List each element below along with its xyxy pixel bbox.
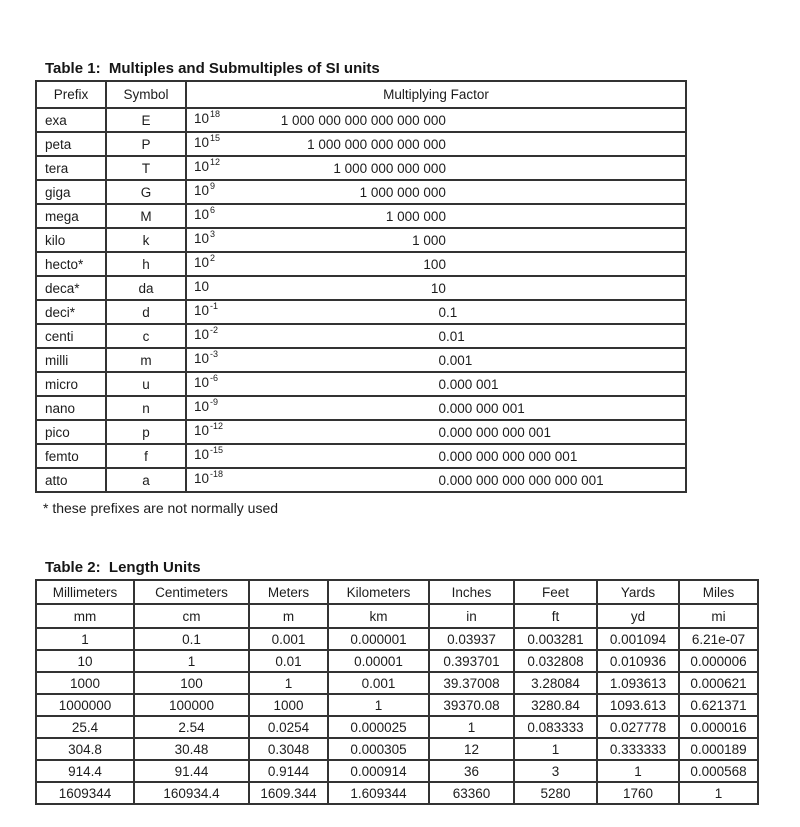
length-value-cell: 3 <box>514 760 597 782</box>
si-prefix-row <box>36 180 686 204</box>
prefix-cell: milli <box>36 348 106 372</box>
factor-integer-part: 0 <box>438 328 446 344</box>
unit-name-header: Inches <box>429 580 514 604</box>
factor-cell <box>186 204 686 228</box>
power-base: 10 <box>194 471 210 486</box>
length-value-cell: 39370.08 <box>429 694 514 716</box>
factor-expanded <box>187 401 685 416</box>
length-value-cell: 1000 <box>249 694 328 716</box>
unit-symbol-header: ft <box>514 604 597 628</box>
length-value-cell: 1.093613 <box>597 672 679 694</box>
power-of-ten <box>194 372 219 390</box>
length-value-cell: 12 <box>429 738 514 760</box>
length-value-cell: 1609344 <box>36 782 134 804</box>
prefix-cell: deca* <box>36 276 106 300</box>
length-units-row <box>36 672 758 694</box>
length-units-row <box>36 760 758 782</box>
power-exponent: 18 <box>210 108 221 119</box>
length-value-cell: 1 <box>249 672 328 694</box>
power-base: 10 <box>194 159 210 174</box>
power-base: 10 <box>194 111 210 126</box>
factor-fraction-part: .000 000 000 000 000 001 <box>445 472 604 488</box>
factor-cell <box>186 276 686 300</box>
factor-cell <box>186 300 686 324</box>
length-value-cell: 0.083333 <box>514 716 597 738</box>
symbol-cell: c <box>106 324 186 348</box>
prefix-cell: micro <box>36 372 106 396</box>
length-value-cell: 1000000 <box>36 694 134 716</box>
factor-fraction-part: .01 <box>445 328 465 344</box>
power-base: 10 <box>194 135 210 150</box>
factor-integer-part: 1 000 000 000 000 000 000 <box>280 112 446 128</box>
factor-cell <box>186 372 686 396</box>
length-units-table <box>35 579 759 805</box>
factor-integer-part: 1 000 000 000 <box>359 184 446 200</box>
power-of-ten <box>194 348 219 366</box>
length-value-cell: 160934.4 <box>134 782 249 804</box>
symbol-cell: G <box>106 180 186 204</box>
factor-fraction-part: .1 <box>445 304 458 320</box>
si-prefixes-table <box>35 80 687 493</box>
length-value-cell: 0.03937 <box>429 628 514 650</box>
prefix-cell: deci* <box>36 300 106 324</box>
length-value-cell: 0.3048 <box>249 738 328 760</box>
table1-header-row <box>36 81 686 108</box>
si-prefix-row <box>36 372 686 396</box>
length-value-cell: 0.003281 <box>514 628 597 650</box>
length-value-cell: 39.37008 <box>429 672 514 694</box>
factor-cell <box>186 348 686 372</box>
length-value-cell: 0.1 <box>134 628 249 650</box>
si-prefix-row <box>36 276 686 300</box>
symbol-cell: da <box>106 276 186 300</box>
prefix-cell: hecto* <box>36 252 106 276</box>
unit-symbol-header: mm <box>36 604 134 628</box>
length-value-cell: 0.000621 <box>679 672 758 694</box>
factor-expanded <box>187 233 685 248</box>
si-prefix-row <box>36 348 686 372</box>
unit-symbol-header: mi <box>679 604 758 628</box>
power-of-ten <box>194 180 216 198</box>
power-of-ten <box>194 228 216 246</box>
length-value-cell: 0.000189 <box>679 738 758 760</box>
length-value-cell: 0.01 <box>249 650 328 672</box>
length-value-cell: 0.010936 <box>597 650 679 672</box>
length-units-row <box>36 782 758 804</box>
unit-name-header: Kilometers <box>328 580 429 604</box>
length-value-cell: 1 <box>328 694 429 716</box>
symbol-cell: a <box>106 468 186 492</box>
power-exponent: 6 <box>210 204 216 215</box>
power-base: 10 <box>194 255 210 270</box>
factor-cell <box>186 396 686 420</box>
factor-expanded <box>187 257 685 272</box>
length-value-cell: 0.000016 <box>679 716 758 738</box>
prefix-cell: centi <box>36 324 106 348</box>
factor-fraction-part: .000 000 001 <box>445 400 525 416</box>
prefix-cell: giga <box>36 180 106 204</box>
length-value-cell: 36 <box>429 760 514 782</box>
factor-cell <box>186 180 686 204</box>
length-value-cell: 1609.344 <box>249 782 328 804</box>
power-base: 10 <box>194 231 210 246</box>
power-base: 10 <box>194 207 210 222</box>
si-prefix-row <box>36 108 686 132</box>
si-prefix-row <box>36 444 686 468</box>
length-value-cell: 0.027778 <box>597 716 679 738</box>
length-value-cell: 0.001 <box>328 672 429 694</box>
length-value-cell: 3.28084 <box>514 672 597 694</box>
length-value-cell: 0.000006 <box>679 650 758 672</box>
factor-integer-part: 1 000 000 000 000 000 <box>307 136 446 152</box>
factor-cell <box>186 420 686 444</box>
power-base: 10 <box>194 375 210 390</box>
length-value-cell: 1 <box>429 716 514 738</box>
si-prefix-row <box>36 396 686 420</box>
unit-symbol-header: cm <box>134 604 249 628</box>
factor-expanded <box>187 473 685 488</box>
power-of-ten <box>194 444 224 462</box>
power-of-ten <box>194 204 216 222</box>
factor-integer-part: 0 <box>438 352 446 368</box>
power-exponent: -18 <box>210 468 224 479</box>
length-value-cell: 0.00001 <box>328 650 429 672</box>
symbol-cell: n <box>106 396 186 420</box>
factor-integer-part: 0 <box>438 304 446 320</box>
length-value-cell: 100000 <box>134 694 249 716</box>
power-of-ten <box>194 300 219 318</box>
table1-header-factor: Multiplying Factor <box>186 81 686 108</box>
length-value-cell: 1 <box>679 782 758 804</box>
power-base: 10 <box>194 279 210 294</box>
length-value-cell: 5280 <box>514 782 597 804</box>
factor-expanded <box>187 377 685 392</box>
power-exponent: -12 <box>210 420 224 431</box>
symbol-cell: f <box>106 444 186 468</box>
power-exponent: -6 <box>210 372 219 383</box>
length-value-cell: 0.032808 <box>514 650 597 672</box>
factor-integer-part: 10 <box>430 280 446 296</box>
length-value-cell: 1 <box>514 738 597 760</box>
length-value-cell: 1093.613 <box>597 694 679 716</box>
factor-cell <box>186 468 686 492</box>
table1-header-prefix: Prefix <box>36 81 106 108</box>
power-of-ten <box>194 420 224 438</box>
power-exponent: -15 <box>210 444 224 455</box>
power-of-ten <box>194 108 221 126</box>
length-value-cell: 304.8 <box>36 738 134 760</box>
prefix-cell: tera <box>36 156 106 180</box>
length-value-cell: 0.001 <box>249 628 328 650</box>
power-exponent: 3 <box>210 228 216 239</box>
factor-fraction-part: .001 <box>445 352 473 368</box>
power-of-ten <box>194 279 209 294</box>
factor-cell <box>186 252 686 276</box>
factor-expanded <box>187 425 685 440</box>
length-units-row <box>36 738 758 760</box>
power-of-ten <box>194 156 221 174</box>
symbol-cell: k <box>106 228 186 252</box>
length-value-cell: 0.000025 <box>328 716 429 738</box>
factor-expanded <box>187 281 685 296</box>
factor-cell <box>186 156 686 180</box>
factor-expanded <box>187 113 685 128</box>
prefix-cell: kilo <box>36 228 106 252</box>
length-value-cell: 1.609344 <box>328 782 429 804</box>
factor-expanded <box>187 209 685 224</box>
length-value-cell: 91.44 <box>134 760 249 782</box>
factor-integer-part: 0 <box>438 424 446 440</box>
factor-cell <box>186 444 686 468</box>
power-exponent: -1 <box>210 300 219 311</box>
power-of-ten <box>194 468 224 486</box>
length-value-cell: 10 <box>36 650 134 672</box>
prefix-cell: exa <box>36 108 106 132</box>
length-units-row <box>36 628 758 650</box>
symbol-cell: h <box>106 252 186 276</box>
symbol-cell: u <box>106 372 186 396</box>
unit-symbol-header: km <box>328 604 429 628</box>
length-value-cell: 0.000305 <box>328 738 429 760</box>
length-value-cell: 25.4 <box>36 716 134 738</box>
power-base: 10 <box>194 447 210 462</box>
length-value-cell: 0.621371 <box>679 694 758 716</box>
prefix-cell: pico <box>36 420 106 444</box>
power-exponent: 12 <box>210 156 221 167</box>
si-prefix-row <box>36 468 686 492</box>
factor-integer-part: 1 000 <box>412 232 446 248</box>
power-of-ten <box>194 132 221 150</box>
si-prefix-row <box>36 204 686 228</box>
factor-expanded <box>187 305 685 320</box>
unit-name-header: Yards <box>597 580 679 604</box>
unit-name-header: Feet <box>514 580 597 604</box>
prefix-cell: peta <box>36 132 106 156</box>
length-value-cell: 1 <box>134 650 249 672</box>
power-base: 10 <box>194 303 210 318</box>
power-of-ten <box>194 396 219 414</box>
prefix-cell: mega <box>36 204 106 228</box>
unit-name-header: Miles <box>679 580 758 604</box>
length-value-cell: 1760 <box>597 782 679 804</box>
si-prefix-row <box>36 252 686 276</box>
factor-cell <box>186 228 686 252</box>
symbol-cell: T <box>106 156 186 180</box>
power-base: 10 <box>194 183 210 198</box>
length-units-row <box>36 716 758 738</box>
power-base: 10 <box>194 351 210 366</box>
length-value-cell: 0.000568 <box>679 760 758 782</box>
length-value-cell: 0.001094 <box>597 628 679 650</box>
power-exponent: 15 <box>210 132 221 143</box>
factor-fraction-part: .000 000 000 000 001 <box>445 448 578 464</box>
factor-cell <box>186 324 686 348</box>
si-prefix-row <box>36 300 686 324</box>
length-value-cell: 0.393701 <box>429 650 514 672</box>
symbol-cell: m <box>106 348 186 372</box>
length-value-cell: 0.000001 <box>328 628 429 650</box>
symbol-cell: P <box>106 132 186 156</box>
symbol-cell: E <box>106 108 186 132</box>
length-value-cell: 1000 <box>36 672 134 694</box>
factor-expanded <box>187 353 685 368</box>
length-value-cell: 0.0254 <box>249 716 328 738</box>
unit-symbol-header: m <box>249 604 328 628</box>
length-value-cell: 914.4 <box>36 760 134 782</box>
length-value-cell: 0.333333 <box>597 738 679 760</box>
factor-fraction-part: .000 001 <box>445 376 499 392</box>
symbol-cell: p <box>106 420 186 444</box>
factor-integer-part: 0 <box>438 448 446 464</box>
length-value-cell: 100 <box>134 672 249 694</box>
factor-cell <box>186 108 686 132</box>
table2-unit-symbols-row <box>36 604 758 628</box>
length-value-cell: 0.000914 <box>328 760 429 782</box>
length-value-cell: 0.9144 <box>249 760 328 782</box>
factor-fraction-part: .000 000 000 001 <box>445 424 552 440</box>
factor-integer-part: 1 000 000 <box>385 208 446 224</box>
factor-expanded <box>187 449 685 464</box>
factor-integer-part: 0 <box>438 400 446 416</box>
length-value-cell: 1 <box>597 760 679 782</box>
length-units-row <box>36 650 758 672</box>
table1-header-symbol: Symbol <box>106 81 186 108</box>
prefix-cell: atto <box>36 468 106 492</box>
table1-section <box>35 60 800 516</box>
length-value-cell: 2.54 <box>134 716 249 738</box>
table1-footnote: * these prefixes are not normally used <box>43 500 279 516</box>
unit-name-header: Millimeters <box>36 580 134 604</box>
prefix-cell: nano <box>36 396 106 420</box>
length-value-cell: 3280.84 <box>514 694 597 716</box>
factor-cell <box>186 132 686 156</box>
si-prefix-row <box>36 156 686 180</box>
power-exponent: 2 <box>210 252 216 263</box>
factor-expanded <box>187 137 685 152</box>
si-prefix-row <box>36 420 686 444</box>
table2-title: Table 2: Length Units <box>45 559 201 576</box>
factor-integer-part: 100 <box>423 256 446 272</box>
power-base: 10 <box>194 327 210 342</box>
prefix-cell: femto <box>36 444 106 468</box>
symbol-cell: d <box>106 300 186 324</box>
length-value-cell: 30.48 <box>134 738 249 760</box>
power-base: 10 <box>194 423 210 438</box>
factor-expanded <box>187 185 685 200</box>
length-value-cell: 6.21e-07 <box>679 628 758 650</box>
factor-expanded <box>187 329 685 344</box>
power-of-ten <box>194 324 219 342</box>
power-exponent: 9 <box>210 180 216 191</box>
unit-symbol-header: in <box>429 604 514 628</box>
unit-symbol-header: yd <box>597 604 679 628</box>
factor-integer-part: 0 <box>438 376 446 392</box>
power-base: 10 <box>194 399 210 414</box>
power-exponent: -2 <box>210 324 219 335</box>
power-exponent: -3 <box>210 348 219 359</box>
length-value-cell: 63360 <box>429 782 514 804</box>
length-value-cell: 1 <box>36 628 134 650</box>
unit-name-header: Centimeters <box>134 580 249 604</box>
table2-unit-names-row <box>36 580 758 604</box>
power-of-ten <box>194 252 216 270</box>
factor-integer-part: 1 000 000 000 000 <box>333 160 446 176</box>
table1-title: Table 1: Multiples and Submultiples of SI units <box>45 60 380 77</box>
unit-name-header: Meters <box>249 580 328 604</box>
factor-integer-part: 0 <box>438 472 446 488</box>
si-prefix-row <box>36 324 686 348</box>
table2-section <box>35 559 800 805</box>
length-units-row <box>36 694 758 716</box>
power-exponent: -9 <box>210 396 219 407</box>
factor-expanded <box>187 161 685 176</box>
si-prefix-row <box>36 132 686 156</box>
symbol-cell: M <box>106 204 186 228</box>
si-prefix-row <box>36 228 686 252</box>
